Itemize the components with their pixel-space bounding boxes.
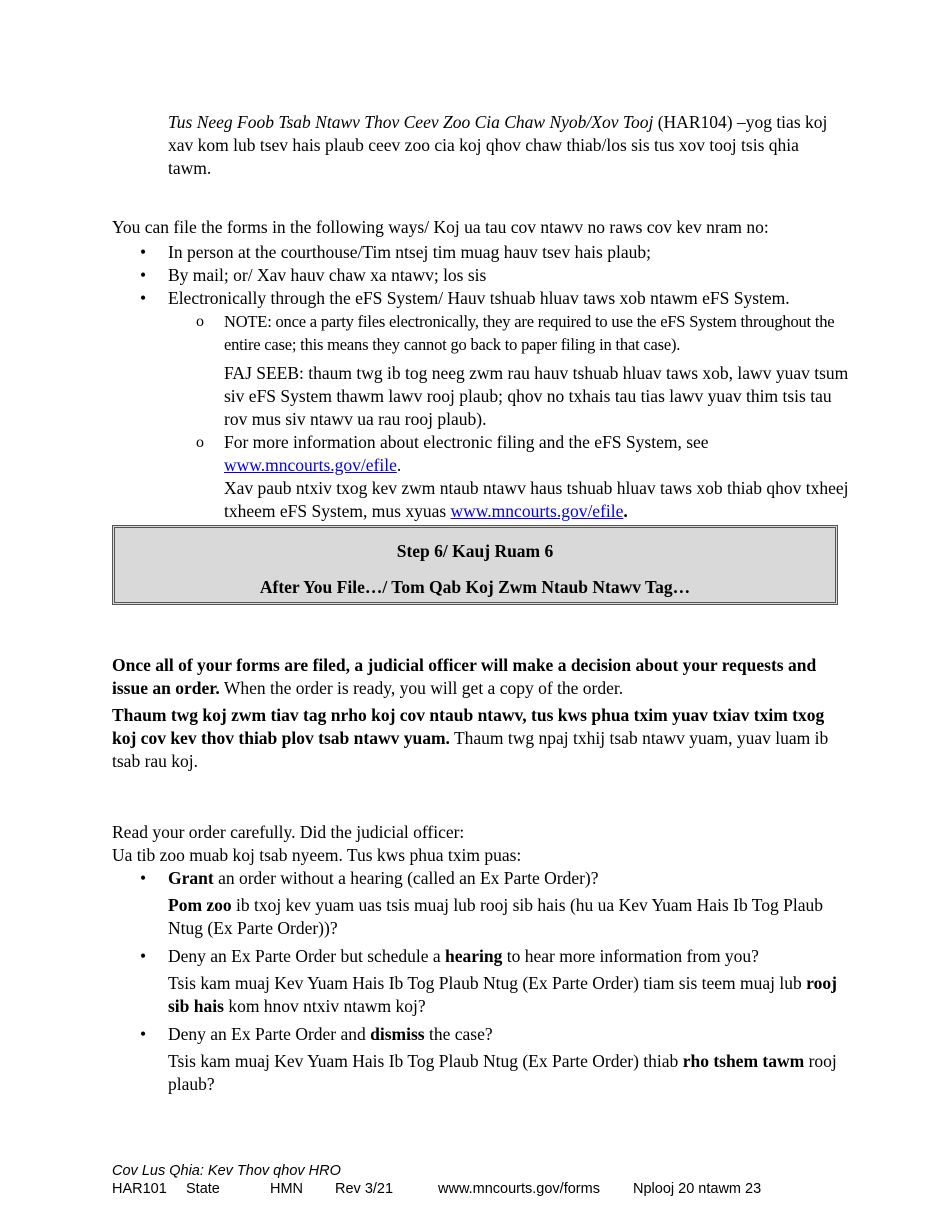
footer-meta xyxy=(112,1180,852,1198)
decision-en: • Deny an Ex Parte Order but schedule a hearing to hear more information from you? xyxy=(168,946,759,966)
after-filing-en xyxy=(112,654,842,700)
info-english-text: For more information about electronic filing and the eFS System, see xyxy=(224,432,709,452)
bullet-text: Electronically through the eFS System/ Hauv tshuab hluav taws xob ntawm eFS System. xyxy=(168,288,790,308)
footer-url: www.mncourts.gov/forms xyxy=(438,1181,600,1197)
decision-hmn: Tsis kam muaj Kev Yuam Hais Ib Tog Plaub Ntug (Ex Parte Order) thiab rho tshem tawm rooj plaub? xyxy=(168,1051,837,1094)
filing-section xyxy=(112,216,852,523)
read-line-hmn: Ua tib zoo muab koj tsab nyeem. Tus kws phua txim puas: xyxy=(112,845,522,865)
note-hmong: FAJ SEEB: thaum twg ib tog neeg zwm rau hauv tshuab hluav taws xob, lawv yuav tsum siv eFS System thawm lawv rooj plaub; qhov no txhais tau tias lawv yuav thim tsis tau rov mus siv ntawv ua rau rooj plaub). xyxy=(224,363,849,429)
after-en-rest: When the order is ready, you will get a copy of the order. xyxy=(219,678,624,698)
footer-rev: Rev 3/21 xyxy=(335,1181,394,1197)
decision-en: • Grant an order without a hearing (called an Ex Parte Order)? xyxy=(168,868,599,888)
info-hmong: Xav paub ntxiv txog kev zwm ntaub ntawv haus tshuab hluav taws xob thiab qhov txheej txheem eFS System, mus xyuas www.mncourts.gov/efile. xyxy=(224,478,849,521)
intro-rest: (HAR104) –yog tias koj xav kom lub tsev hais plaub ceev zoo cia koj qhov chaw thiab/los sis tus xov tooj tsis qhia tawm. xyxy=(168,112,828,178)
list-item xyxy=(112,945,852,1018)
list-item xyxy=(112,867,852,940)
after-en-bold: Once all of your forms are filed, a judicial officer will make a decision about your requests and issue an order. xyxy=(112,655,817,698)
sub-item-info xyxy=(112,431,852,523)
footer-title: Cov Lus Qhia: Kev Thov qhov HRO xyxy=(112,1163,341,1179)
sub-item-note xyxy=(112,310,852,431)
footer-page: Nplooj 20 ntawm 23 xyxy=(633,1181,762,1197)
list-item xyxy=(112,1023,852,1096)
filing-heading: You can file the forms in the following ways/ Koj ua tau cov ntawv no raws cov kev nram no: xyxy=(112,217,769,237)
form-title-italic: Tus Neeg Foob Tsab Ntawv Thov Ceev Zoo Cia Chaw Nyob/Xov Tooj xyxy=(168,112,654,132)
decision-hmn: Tsis kam muaj Kev Yuam Hais Ib Tog Plaub Ntug (Ex Parte Order) tiam sis teem muaj lub rooj sib hais kom hnov ntxiv ntawm koj? xyxy=(168,973,837,1016)
step-title: Step 6/ Kauj Ruam 6 xyxy=(396,541,554,561)
step-subtitle: After You File…/ Tom Qab Koj Zwm Ntaub Ntawv Tag… xyxy=(259,577,691,597)
bullet-text: By mail; or/ Xav hauv chaw xa ntawv; los sis xyxy=(168,265,487,285)
after-filing-hmn xyxy=(112,704,842,773)
footer-lang: HMN xyxy=(270,1181,304,1197)
read-line-en: Read your order carefully. Did the judicial officer: xyxy=(112,822,465,842)
filing-list xyxy=(112,241,852,523)
bullet-text: In person at the courthouse/Tim ntsej tim muag hauv tsev hais plaub; xyxy=(168,242,651,262)
footer-form: HAR101 xyxy=(112,1181,167,1197)
decision-hmn: Pom zoo ib txoj kev yuam uas tsis muaj lub rooj sib hais (hu ua Kev Yuam Hais Ib Tog Plaub Ntug (Ex Parte Order))? xyxy=(168,895,823,938)
list-item xyxy=(112,287,852,523)
info-english: o For more information about electronic filing and the eFS System, see www.mncourts.gov/efile. xyxy=(224,432,709,475)
info-hmong-text: Xav paub ntxiv txog kev zwm ntaub ntawv haus tshuab hluav taws xob thiab qhov txheej txheem eFS System, mus xyuas xyxy=(224,478,849,521)
decision-list xyxy=(112,867,852,1096)
read-order-section xyxy=(112,821,852,1096)
after-hmn-rest: Thaum twg npaj txhij tsab ntawv yuam, yuav luam ib tsab rau koj. xyxy=(112,728,829,771)
after-hmn-bold: Thaum twg koj zwm tiav tag nrho koj cov ntaub ntawv, tus kws phua txim yuav txiav txim txog koj cov kev thov thiab plov tsab ntawv yuam. xyxy=(112,705,825,748)
intro-paragraph xyxy=(168,111,843,180)
efile-link-2[interactable]: www.mncourts.gov/efile xyxy=(450,501,624,521)
list-item xyxy=(112,264,852,287)
step-header-box xyxy=(112,525,838,605)
efs-sublist xyxy=(112,310,852,523)
page-footer xyxy=(112,1162,852,1198)
list-item xyxy=(112,241,852,264)
note-english: o NOTE: once a party files electronically, they are required to use the eFS System throughout the entire case; this means they cannot go back to paper filing in that case). xyxy=(224,312,835,354)
efile-link[interactable]: www.mncourts.gov/efile xyxy=(224,455,397,475)
decision-en: • Deny an Ex Parte Order and dismiss the case? xyxy=(168,1024,493,1044)
footer-state: State xyxy=(186,1181,220,1197)
